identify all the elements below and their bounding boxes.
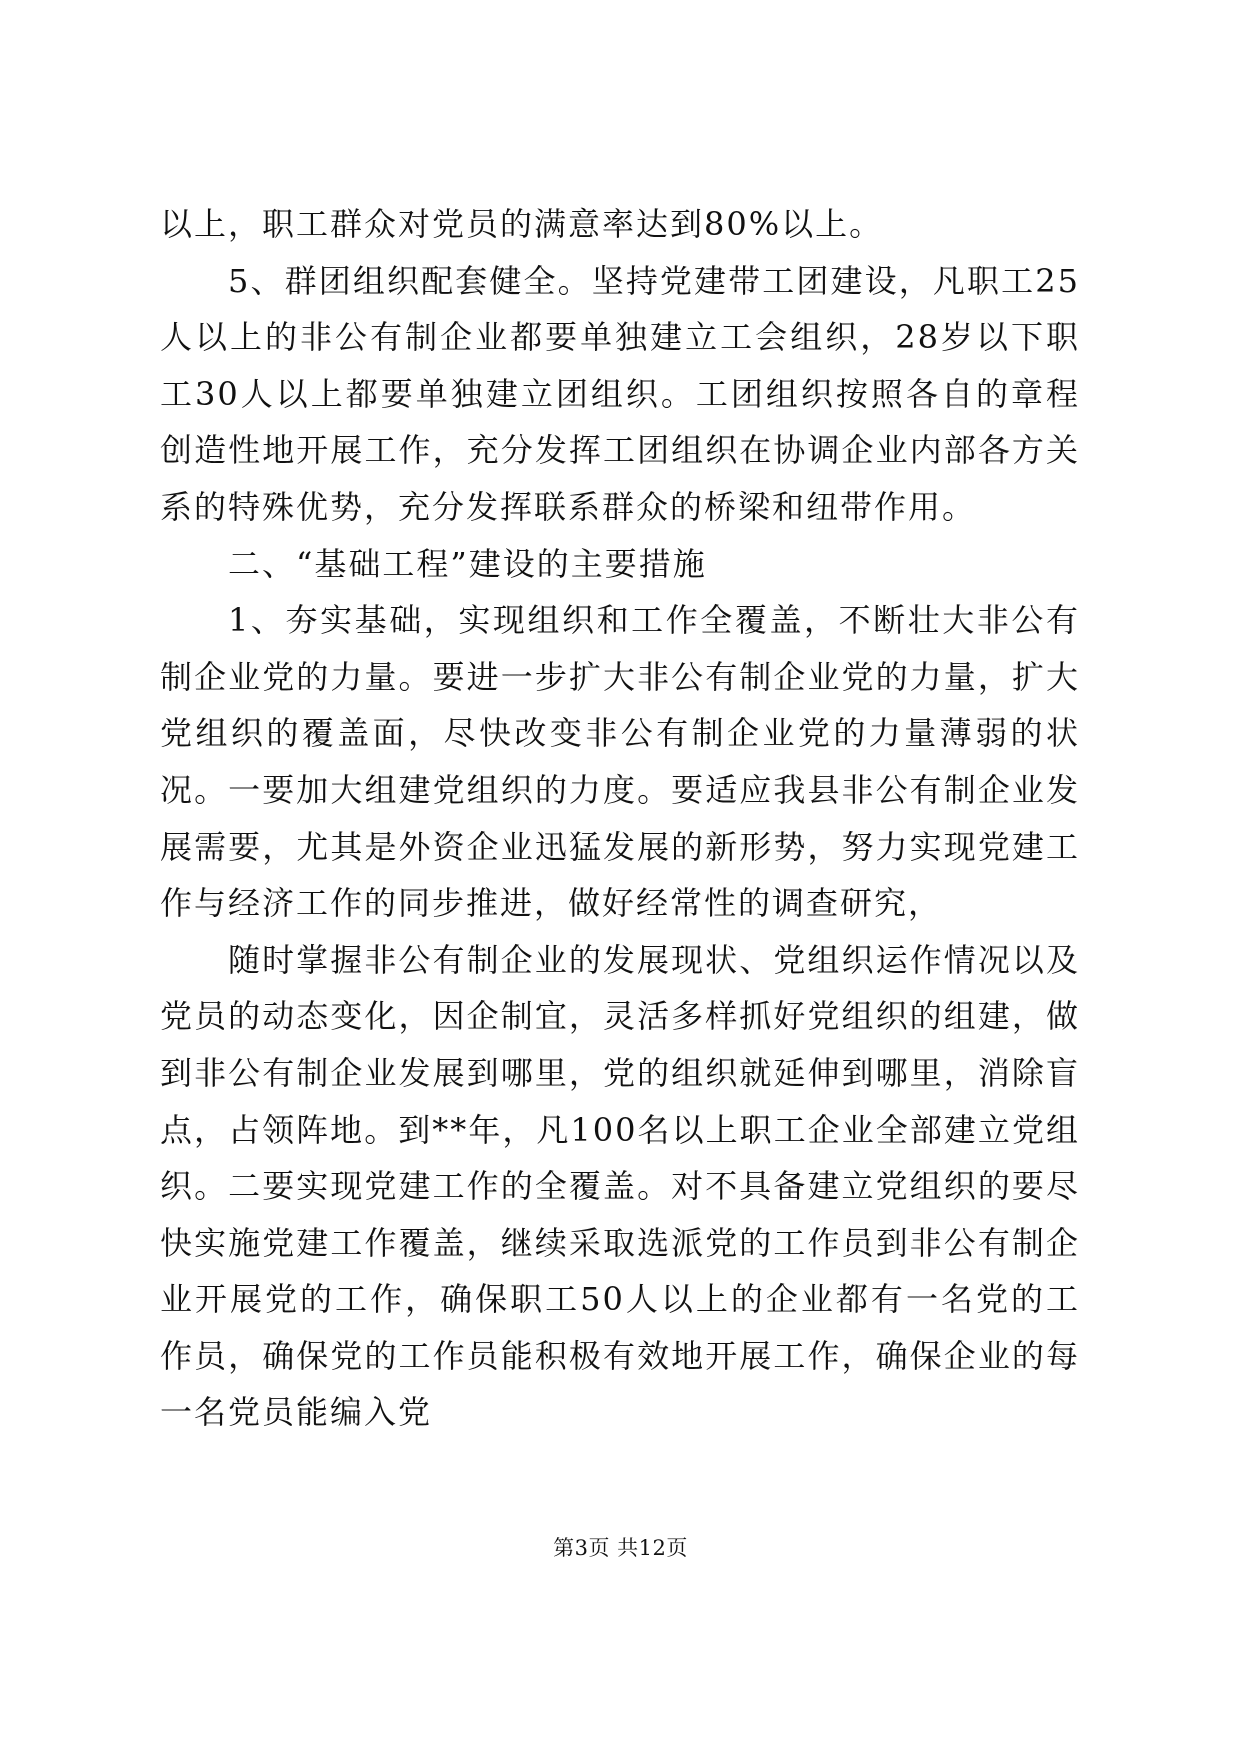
document-body <box>160 196 1080 1441</box>
paragraph-3: 1、夯实基础，实现组织和工作全覆盖，不断壮大非公有制企业党的力量。要进一步扩大非公有制企业党的力量，扩大党组织的覆盖面，尽快改变非公有制企业党的力量薄弱的状况。一要加大组建党组织的力度。要适应我县非公有制企业发展需要，尤其是外资企业迅猛发展的新形势，努力实现党建工作与经济工作的同步推进，做好经常性的调查研究， <box>160 601 1080 923</box>
paragraph-2: 5、群团组织配套健全。坚持党建带工团建设，凡职工25人以上的非公有制企业都要单独建立工会组织，28岁以下职工30人以上都要单独建立团组织。工团组织按照各自的章程创造性地开展工作，充分发挥工团组织在协调企业内部各方关系的特殊优势，充分发挥联系群众的桥梁和纽带作用。 <box>160 261 1080 526</box>
page-number-footer: 第3页 共12页 <box>553 1536 688 1560</box>
section-heading: 二、“基础工程”建设的主要措施 <box>228 544 707 583</box>
paragraph-1: 以上，职工群众对党员的满意率达到80%以上。 <box>160 205 884 243</box>
paragraph-4: 随时掌握非公有制企业的发展现状、党组织运作情况以及党员的动态变化，因企制宜，灵活多样抓好党组织的组建，做到非公有制企业发展到哪里，党的组织就延伸到哪里，消除盲点，占领阵地。到**年，凡100名以上职工企业全部建立党组织。二要实现党建工作的全覆盖。对不具备建立党组织的要尽快实施党建工作覆盖，继续采取选派党的工作员到非公有制企业开展党的工作，确保职工50人以上的企业都有一名党的工作员，确保党的工作员能积极有效地开展工作，确保企业的每一名党员能编入党 <box>160 940 1080 1432</box>
